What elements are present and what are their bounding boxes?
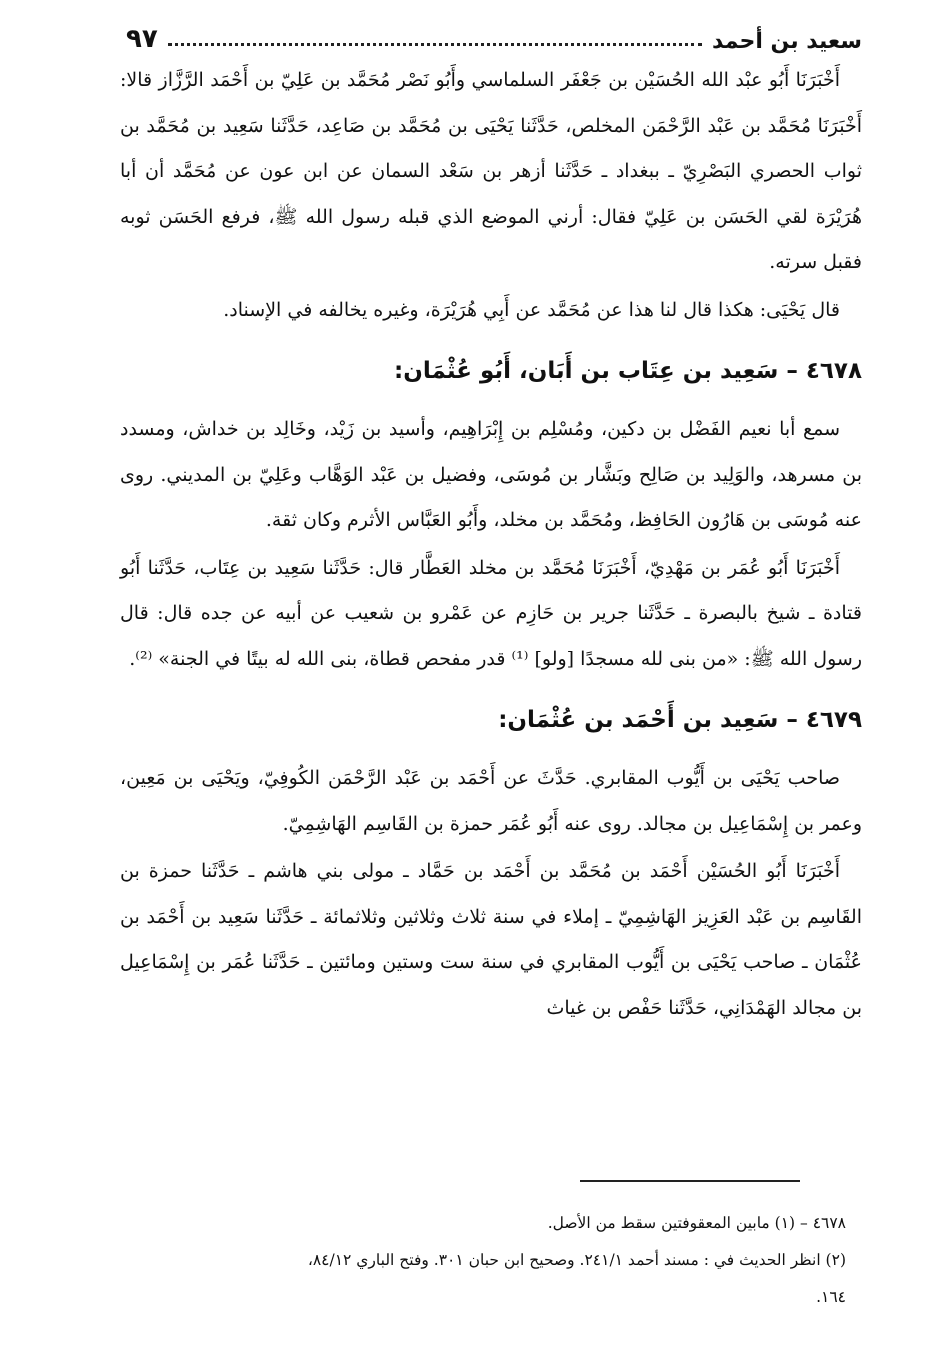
page-header (126, 14, 862, 54)
paragraph: سمع أبا نعيم الفَضْل بن دكين، ومُسْلِم بن إِبْرَاهِيم، وأسيد بن زَيْد، وخَالِد بن خداش، ومسدد بن مسرهد، والوَلِيد بن صَالِح وبَشَّار بن مُوسَى، وفضيل بن عَبْد الوَهَّاب وعَلِيّ بن المديني. روى عنه مُوسَى بن هَارُون الحَافِظ، ومُحَمَّد بن مخلد، وأَبُو العَبَّاس الأثرم وكان ثقة. (120, 418, 862, 531)
entry-heading: ٤٦٧٨ – سَعِيد بن عِتَاب بن أَبَان، أَبُو عُثْمَان: (394, 358, 862, 384)
main-text (120, 58, 862, 1031)
page-number: ٩٧ (126, 24, 158, 54)
paragraph: أَخْبَرَنَا أَبُو عبْد الله الحُسَيْن بن جَعْفَر السلماسي وأَبُو نَصْر مُحَمَّد بن عَلِيّ بن أَحْمَد الرَّزَّاز قالا: أَخْبَرَنَا مُحَمَّد بن عَبْد الرَّحْمَن المخلص، حَدَّثَنا يَحْيَى بن مُحَمَّد بن صَاعِد، حَدَّثَنا سَعِيد بن مُحَمَّد بن ثواب الحصري البَصْرِيّ ـ ببغداد ـ حَدَّثَنا أزهر بن سَعْد السمان عن ابن عون عن مُحَمَّد أن أبا هُرَيْرَة لقي الحَسَن بن عَلِيّ فقال: أرني الموضع الذي قبله رسول الله ﷺ، فرفع الحَسَن ثوبه فقبل سرته. (120, 69, 862, 273)
footnote: (٢) انظر الحديث في : مسند أحمد ٢٤١/١. وصحيح ابن حبان ٣٠١. وفتح الباري ٨٤/١٢، (307, 1251, 846, 1269)
footnote-continuation: ١٦٤. (816, 1288, 846, 1306)
paragraph: أَخْبَرَنَا أَبُو عُمَر بن مَهْدِيّ، أَخْبَرَنَا مُحَمَّد بن مخلد العَطَّار قال: حَدَّثَنا سَعِيد بن عِتَاب، حَدَّثَنا أَبُو قتادة ـ شيخ بالبصرة ـ حَدَّثَنا جرير بن حَازِم عن عَمْرو بن شعيب عن أبيه عن جده قال: قال رسول الله ﷺ: «من بنى لله مسجدًا [ولو] ⁽¹⁾ قدر مفحص قطاة، بنى الله له بيتًا في الجنة» ⁽²⁾. (120, 556, 862, 670)
running-title: سعيد بن أحمد (712, 29, 862, 54)
footnote-separator (580, 1180, 800, 1182)
dot-leader (168, 43, 702, 46)
entry-heading: ٤٦٧٩ – سَعِيد بن أَحْمَد بن عُثْمَان: (498, 707, 862, 733)
footnotes (120, 1205, 846, 1316)
paragraph: أَخْبَرَنَا أَبُو الحُسَيْن أَحْمَد بن مُحَمَّد بن أَحْمَد بن حَمَّاد ـ مولى بني هاشم ـ حَدَّثَنا حمزة بن القَاسِم بن عَبْد العَزِيز الهَاشِمِيّ ـ إملاء في سنة ثلاث وثلاثين وثلاثمائة ـ حَدَّثَنا سَعِيد بن أَحْمَد بن عُثْمَان ـ صاحب يَحْيَى بن أَيُّوب المقابري في سنة ست وستين ومائتين ـ حَدَّثَنا عُمَر بن إِسْمَاعِيل بن مجالد الهَمْدَانِي، حَدَّثَنا حَفْص بن غياث (120, 860, 862, 1019)
paragraph: قال يَحْيَى: هكذا قال لنا هذا عن مُحَمَّد عن أَبِي هُرَيْرَة، وغيره يخالفه في الإسناد. (223, 298, 840, 321)
footnote: ٤٦٧٨ – (١) مابين المعقوفتين سقط من الأصل. (547, 1214, 846, 1232)
paragraph: صاحب يَحْيَى بن أَيُّوب المقابري. حَدَّثَ عن أَحْمَد بن عَبْد الرَّحْمَن الكُوفِيّ، ويَحْيَى بن مَعِين، وعمر بن إِسْمَاعِيل بن مجالد. روى عنه أَبُو عُمَر حمزة بن القَاسِم الهَاشِمِيّ. (120, 767, 862, 835)
